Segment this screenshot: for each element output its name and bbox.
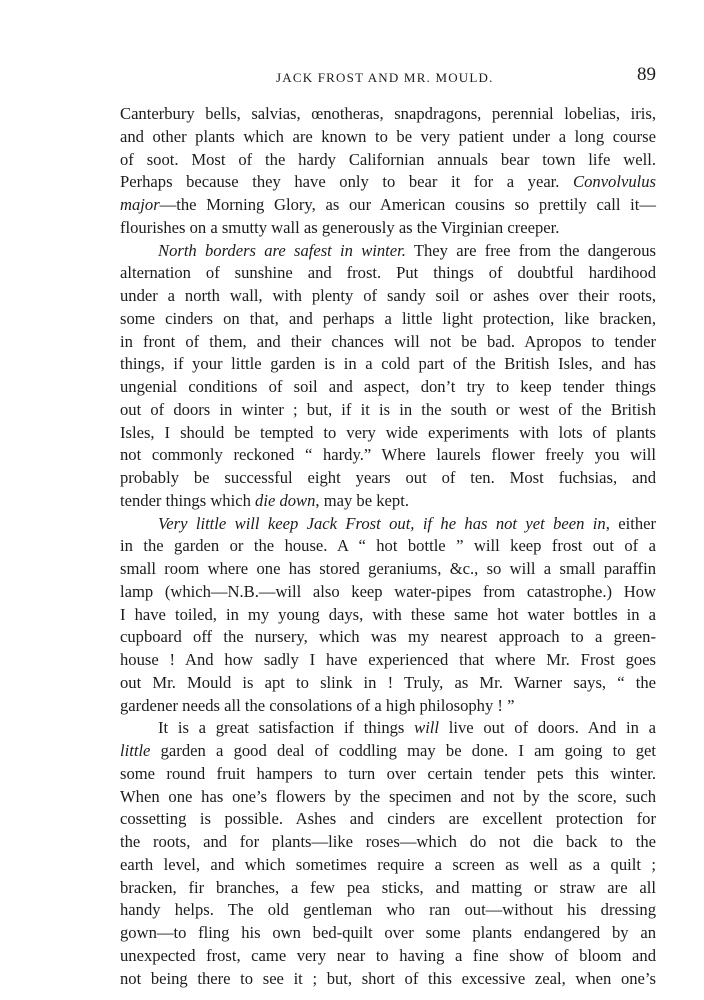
text-line — [120, 467, 656, 490]
text-segment: cossetting is possible. Ashes and cinders are excellent protection for — [120, 809, 656, 829]
text-line — [120, 695, 656, 718]
text-segment: —the Morning Glory, as our American cousins so prettily call it— — [159, 195, 656, 214]
text-segment: earth level, and which sometimes require a screen as well as a quilt ; — [120, 854, 656, 874]
text-segment: lamp (which—N.B.—will also keep water-pipes from catastrophe.) How — [120, 581, 656, 601]
text-line — [120, 649, 656, 672]
text-segment: not commonly reckoned “ hardy.” Where laurels flower freely you will — [120, 445, 656, 465]
text-segment: of soot. Most of the hardy Californian annuals bear town life well. — [120, 149, 656, 169]
text-line — [120, 854, 656, 877]
text-segment: house ! And how sadly I have experienced that where Mr. Frost goes — [120, 650, 656, 669]
text-segment: not being there to see it ; but, short of this excessive zeal, when one’s — [120, 968, 656, 988]
text-segment: When one has one’s flowers by the specimen and not by the score, such — [120, 786, 656, 806]
text-segment: ungenial conditions of soil and aspect, don’t try to keep tender things — [120, 377, 656, 396]
text-line — [120, 376, 656, 399]
text-line — [120, 922, 656, 945]
text-line — [120, 535, 656, 558]
text-segment: , either — [605, 513, 657, 533]
text-segment: bracken, fir branches, a few pea sticks, and matting or straw are all — [120, 877, 656, 897]
text-segment: Canterbury bells, salvias, œnotheras, snapdragons, perennial lobelias, iris, — [120, 104, 656, 123]
text-line — [120, 899, 656, 922]
text-line — [120, 604, 656, 627]
text-segment: out of doors in winter ; but, if it is in the south or west of the British — [120, 399, 656, 419]
text-line — [120, 581, 656, 604]
text-segment: things, if your little garden is in a cold part of the British Isles, and has — [120, 354, 656, 374]
text-line — [120, 194, 656, 217]
text-segment: garden a good deal of coddling may be done. I am going to get — [150, 741, 656, 760]
text-line — [120, 831, 656, 854]
text-segment: and other plants which are known to be very patient under a long course — [120, 126, 656, 146]
text-segment: the roots, and for plants—like roses—which do not die back to the — [120, 832, 656, 851]
text-segment: gardener needs all the consolations of a high philosophy ! ” — [120, 695, 515, 715]
text-segment: live out of doors. And in a — [439, 718, 656, 738]
text-segment: It is a great satisfaction if things — [158, 718, 415, 738]
text-segment: I have toiled, in my young days, with these same hot water bottles in a — [120, 604, 656, 624]
text-line — [120, 490, 656, 513]
text-segment: handy helps. The old gentleman who ran out—without his dressing — [120, 900, 656, 920]
italic-text: die down — [255, 490, 316, 510]
body-text — [120, 103, 656, 990]
text-line — [120, 240, 656, 263]
italic-text: Convolvulus — [573, 172, 656, 192]
text-segment: , may be kept. — [315, 490, 409, 510]
text-segment: some cinders on that, and perhaps a little light protection, like bracken, — [120, 308, 656, 328]
text-line — [120, 353, 656, 376]
text-line — [120, 877, 656, 900]
text-segment: unexpected frost, came very near to having a fine show of bloom and — [120, 945, 656, 965]
text-line — [120, 558, 656, 581]
text-line — [120, 285, 656, 308]
text-line — [120, 422, 656, 445]
text-line — [120, 786, 656, 809]
text-segment: Perhaps because they have only to bear it for a year. — [120, 172, 574, 192]
running-title: JACK FROST AND MR. MOULD. — [276, 70, 494, 85]
text-line — [120, 399, 656, 422]
text-segment: tender things which — [120, 490, 256, 510]
text-segment: alternation of sunshine and frost. Put things of doubtful hardihood — [120, 263, 656, 283]
text-line — [120, 717, 656, 740]
text-line — [120, 126, 656, 149]
text-segment: They are free from the dangerous — [405, 240, 656, 260]
text-line — [120, 103, 656, 126]
page-number: 89 — [637, 64, 656, 85]
italic-text: will — [414, 718, 440, 738]
text-line — [120, 217, 656, 240]
text-line — [120, 968, 656, 991]
text-line — [120, 945, 656, 968]
text-segment: flourishes on a smutty wall as generously as the Virginian creeper. — [120, 217, 560, 237]
text-line — [120, 740, 656, 763]
text-segment: probably be successful eight years out of ten. Most fuchsias, and — [120, 468, 656, 487]
text-segment: under a north wall, with plenty of sandy soil or ashes over their roots, — [120, 286, 656, 305]
text-segment: in front of them, and their chances will not be bad. Apropos to tender — [120, 331, 656, 351]
text-segment: Isles, I should be tempted to very wide experiments with lots of plants — [120, 422, 656, 442]
text-segment: out Mr. Mould is apt to slink in ! Truly, as Mr. Warner says, “ the — [120, 672, 656, 692]
text-line — [120, 331, 656, 354]
italic-text: Very little will keep Jack Frost out, if he has not yet been in — [158, 513, 606, 533]
italic-text: little — [120, 741, 151, 760]
text-segment: small room where one has stored geraniums, &c., so will a small paraffin — [120, 559, 656, 578]
text-line — [120, 626, 656, 649]
text-segment: gown—to fling his own bed-quilt over some plants endangered by an — [120, 923, 656, 942]
text-line — [120, 672, 656, 695]
text-line — [120, 308, 656, 331]
italic-text: North borders are safest in winter. — [158, 240, 406, 260]
text-line — [120, 171, 656, 194]
text-line — [120, 513, 656, 536]
text-line — [120, 763, 656, 786]
italic-text: major — [120, 195, 160, 214]
text-segment: in the garden or the house. A “ hot bottle ” will keep frost out of a — [120, 536, 656, 556]
text-segment: cupboard off the nursery, which was my nearest approach to a green- — [120, 627, 656, 647]
text-line — [120, 444, 656, 467]
text-line — [120, 808, 656, 831]
text-line — [120, 262, 656, 285]
text-segment: some round fruit hampers to turn over certain tender pets this winter. — [120, 763, 656, 783]
text-line — [120, 149, 656, 172]
